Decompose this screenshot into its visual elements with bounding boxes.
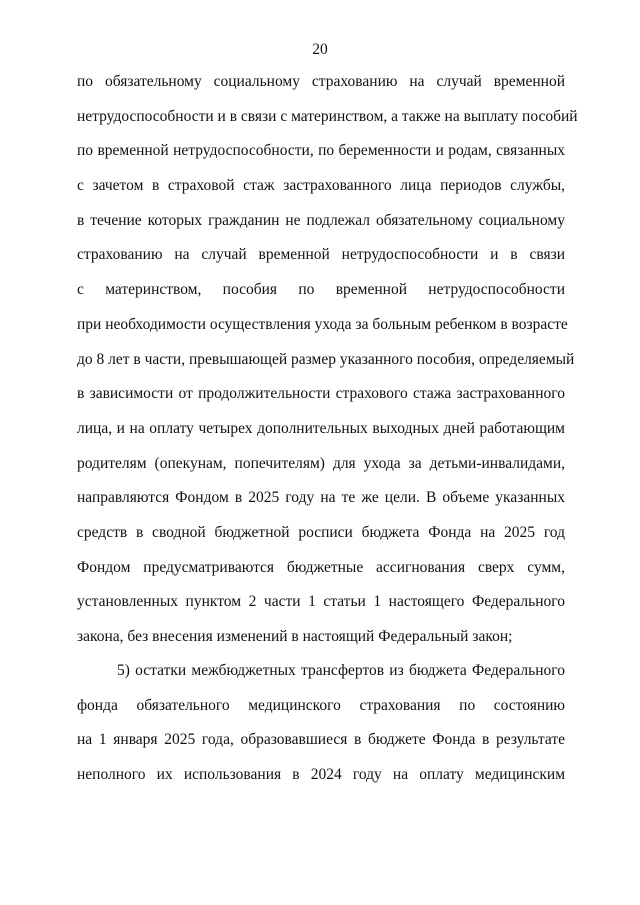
text-line: лица, и на оплату четырех дополнительных выходных дней работающим [77, 419, 565, 437]
text-line: в течение которых гражданин не подлежал обязательному социальному [77, 211, 565, 229]
text-line: в зависимости от продолжительности страхового стажа застрахованного [77, 385, 565, 403]
text-line: неполного их использования в 2024 году на оплату медицинским [77, 766, 565, 784]
text-line: средств в сводной бюджетной росписи бюджета Фонда на 2025 год [77, 523, 565, 541]
text-line: нетрудоспособности и в связи с материнством, а также на выплату пособий [77, 107, 578, 125]
text-line: установленных пунктом 2 части 1 статьи 1 настоящего Федерального [77, 593, 565, 611]
paragraph-item-5 [77, 661, 565, 800]
text-line: с зачетом в страховой стаж застрахованного лица периодов службы, [77, 177, 565, 195]
text-line: до 8 лет в части, превышающей размер указанного пособия, определяемый [77, 350, 575, 368]
text-line: по временной нетрудоспособности, по беременности и родам, связанных [77, 142, 565, 160]
text-line: Фондом предусматриваются бюджетные ассигнования сверх сумм, [77, 558, 565, 576]
text-line: при необходимости осуществления ухода за больным ребенком в возрасте [77, 315, 568, 333]
text-line: по обязательному социальному страхованию на случай временной [77, 73, 565, 90]
text-line: страхованию на случай временной нетрудоспособности и в связи [77, 246, 565, 264]
text-line: с материнством, пособия по временной нетрудоспособности [77, 281, 565, 299]
text-line: родителям (опекунам, попечителям) для ухода за детьми-инвалидами, [77, 454, 565, 472]
paragraph-continuation [77, 72, 578, 662]
page-number: 20 [312, 41, 328, 58]
text-line: направляются Фондом в 2025 году на те же цели. В объеме указанных [77, 489, 565, 507]
text-line: закона, без внесения изменений в настоящий Федеральный закон; [77, 628, 513, 645]
text-line: 5) остатки межбюджетных трансфертов из бюджета Федерального [117, 662, 565, 679]
text-line: фонда обязательного медицинского страхования по состоянию [77, 696, 565, 714]
text-line: на 1 января 2025 года, образовавшиеся в бюджете Фонда в результате [77, 731, 565, 749]
